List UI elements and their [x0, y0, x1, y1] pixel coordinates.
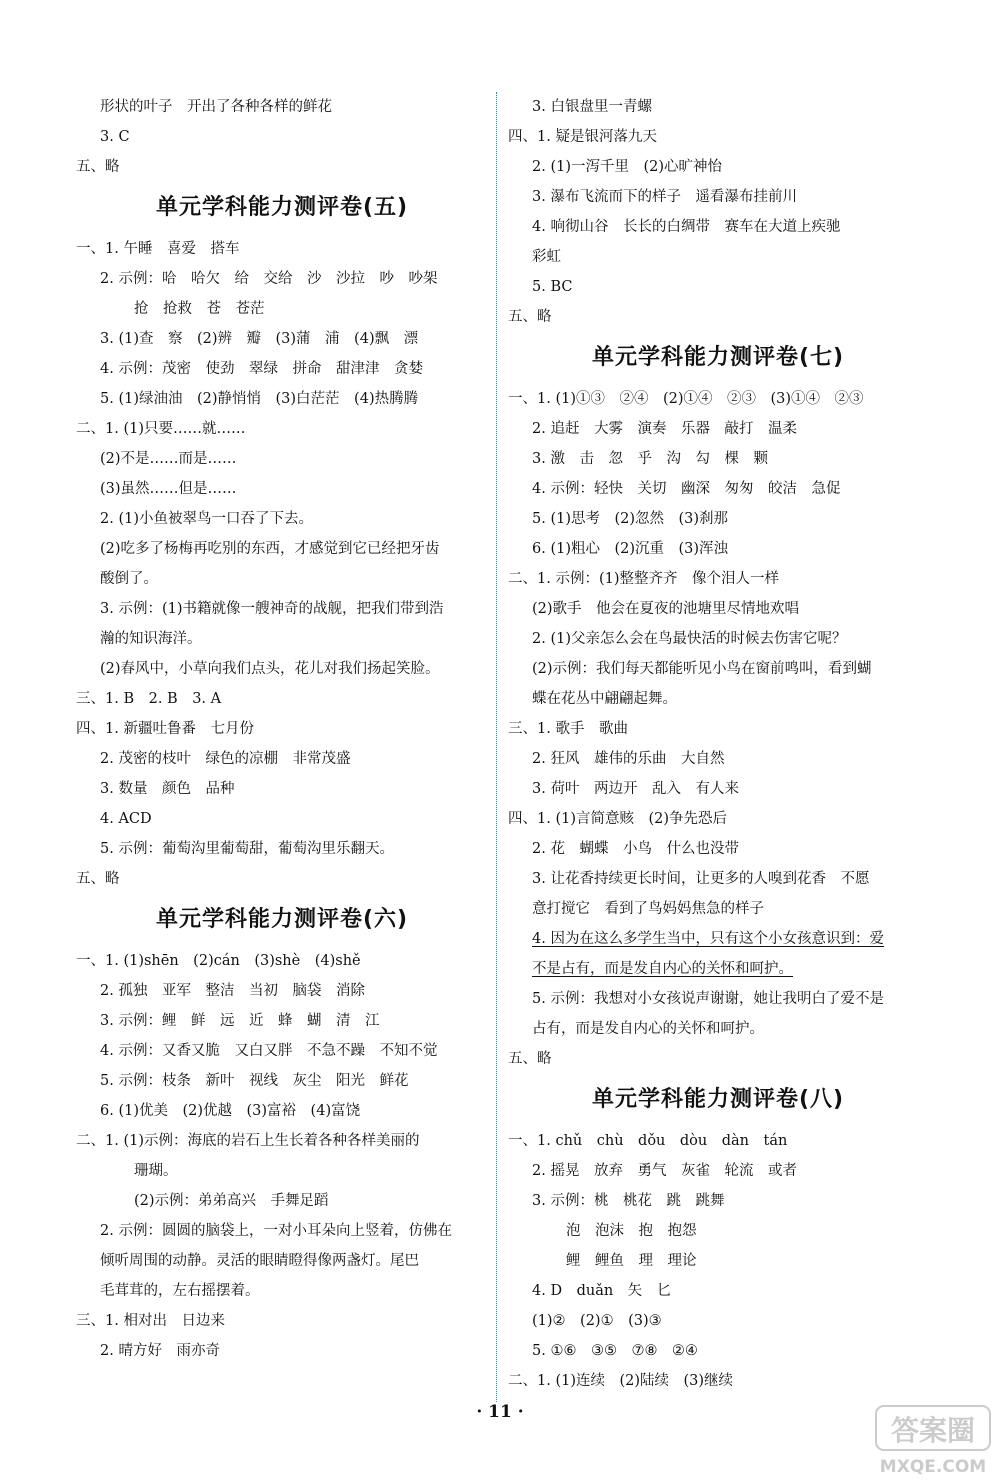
answer-text: 4. 示例：轻快 关切 幽深 匆匆 皎洁 急促	[532, 481, 841, 497]
answer-line	[508, 272, 928, 302]
answer-line	[76, 354, 488, 384]
answer-text: 2. 示例：圆圆的脑袋上，一对小耳朵向上竖着，仿佛在	[100, 1223, 452, 1239]
answer-text: (1)② (2)① (3)③	[532, 1313, 662, 1329]
answer-line	[508, 242, 928, 272]
answer-text: 抢 抢救 苍 苍茫	[134, 301, 265, 317]
answer-text: 2. 追赶 大雾 演奏 乐器 敲打 温柔	[532, 421, 797, 437]
answer-text: (2)示例：弟弟高兴 手舞足蹈	[134, 1193, 329, 1209]
answer-line	[76, 834, 488, 864]
answer-line	[76, 1306, 488, 1336]
answer-text: 3. C	[100, 129, 130, 145]
left-column	[76, 92, 488, 1366]
answer-line	[508, 864, 928, 894]
answer-line	[508, 1336, 928, 1366]
answer-text: 5. 示例：枝条 新叶 视线 灰尘 阳光 鲜花	[100, 1073, 409, 1089]
page-number: · 11 ·	[476, 1402, 524, 1422]
answer-line	[508, 414, 928, 444]
answer-text: 泡 泡沫 抱 抱怨	[566, 1223, 697, 1239]
answer-text: 珊瑚。	[134, 1163, 178, 1179]
answer-text: 三、1. B 2. B 3. A	[76, 691, 222, 707]
answer-text: 3. 荷叶 两边开 乱入 有人来	[532, 781, 739, 797]
answer-text: (2)歌手 他会在夏夜的池塘里尽情地欢唱	[532, 601, 800, 617]
right-column	[508, 92, 928, 1396]
answer-text: 占有，而是发自内心的关怀和呵护。	[532, 1021, 764, 1037]
answer-text: 3. 数量 颜色 品种	[100, 781, 235, 797]
answer-text: 2. 狂风 雄伟的乐曲 大自然	[532, 751, 725, 767]
answer-text: 二、1. (1)示例：海底的岩石上生长着各种各样美丽的	[76, 1133, 420, 1149]
answer-line	[508, 654, 928, 684]
answer-line	[76, 624, 488, 654]
answer-line	[76, 1246, 488, 1276]
answer-text: 2. (1)父亲怎么会在鸟最快活的时候去伤害它呢？	[532, 631, 847, 647]
answer-line	[508, 744, 928, 774]
answer-line	[76, 1006, 488, 1036]
answer-line	[76, 504, 488, 534]
answer-line	[76, 1186, 488, 1216]
answer-line	[76, 474, 488, 504]
answer-line	[76, 1216, 488, 1246]
watermark-title: 答案圈	[890, 1414, 976, 1447]
answer-text: 二、1. (1)连续 (2)陆续 (3)继续	[508, 1373, 734, 1389]
answer-line	[76, 1276, 488, 1306]
answer-line	[508, 302, 928, 332]
answer-line	[76, 234, 488, 264]
answer-line	[508, 122, 928, 152]
answer-line	[76, 384, 488, 414]
answer-text: 瀚的知识海洋。	[100, 631, 202, 647]
answer-line	[76, 1066, 488, 1096]
answer-text: 5. ①⑥ ③⑤ ⑦⑧ ②④	[532, 1343, 698, 1359]
answer-line	[508, 1306, 928, 1336]
answer-line	[76, 946, 488, 976]
answer-text: 2. 孤独 亚军 整洁 当初 脑袋 消除	[100, 983, 365, 999]
answer-text: 二、1. (1)只要……就……	[76, 421, 246, 437]
answer-text: 6. (1)优美 (2)优越 (3)富裕 (4)富饶	[100, 1103, 361, 1119]
answer-text: 三、1. 相对出 日边来	[76, 1313, 225, 1329]
answer-text: 五、略	[508, 1051, 552, 1067]
answer-text: (3)虽然……但是……	[100, 481, 237, 497]
answer-line	[508, 834, 928, 864]
answer-line	[508, 624, 928, 654]
answer-line	[76, 744, 488, 774]
answer-line	[76, 152, 488, 182]
answer-text: 2. 示例：哈 哈欠 给 交给 沙 沙拉 吵 吵架	[100, 271, 438, 287]
answer-text: 四、1. 新疆吐鲁番 七月份	[76, 721, 254, 737]
answer-line	[76, 594, 488, 624]
answer-text: 6. (1)粗心 (2)沉重 (3)浑浊	[532, 541, 729, 557]
answer-text: 一、1. 午睡 喜爱 搭车	[76, 241, 240, 257]
answer-line	[508, 152, 928, 182]
answer-line	[508, 474, 928, 504]
answer-text: 2. 摇晃 放弃 勇气 灰雀 轮流 或者	[532, 1163, 797, 1179]
answer-line	[76, 534, 488, 564]
answer-text: 5. BC	[532, 279, 573, 295]
answer-line	[76, 1036, 488, 1066]
answer-text: 鲤 鲤鱼 理 理论	[566, 1253, 697, 1269]
answer-text: 4. 响彻山谷 长长的白绸带 赛车在大道上疾驰	[532, 219, 841, 235]
answer-text: 五、略	[76, 871, 120, 887]
answer-text: (2)示例：我们每天都能听见小鸟在窗前鸣叫，看到蝴	[532, 661, 872, 677]
answer-text: 3. 示例：桃 桃花 跳 跳舞	[532, 1193, 725, 1209]
answer-line	[76, 1126, 488, 1156]
answer-line	[508, 182, 928, 212]
answer-text: 倾听周围的动静。灵活的眼睛瞪得像两盏灯。尾巴	[100, 1253, 419, 1269]
answer-text: 毛茸茸的，左右摇摆着。	[100, 1283, 260, 1299]
answer-text: 3. (1)查 察 (2)辨 瓣 (3)蒲 浦 (4)飘 漂	[100, 331, 419, 347]
answer-line	[508, 714, 928, 744]
answer-line	[76, 804, 488, 834]
answer-text: 五、略	[76, 159, 120, 175]
answer-line	[508, 384, 928, 414]
answer-line	[76, 122, 488, 152]
answer-text: 5. (1)绿油油 (2)静悄悄 (3)白茫茫 (4)热腾腾	[100, 391, 419, 407]
answer-text: 蝶在花丛中翩翩起舞。	[532, 691, 677, 707]
answer-line	[508, 504, 928, 534]
answer-line	[508, 1126, 928, 1156]
answer-line	[76, 294, 488, 324]
watermark-logo	[874, 1402, 992, 1478]
answer-text: 酸倒了。	[100, 571, 158, 587]
answer-line	[76, 264, 488, 294]
answer-text: 三、1. 歌手 歌曲	[508, 721, 628, 737]
answer-line	[508, 1246, 928, 1276]
answer-line	[76, 444, 488, 474]
answer-text: 4. 示例：又香又脆 又白又胖 不急不躁 不知不觉	[100, 1043, 438, 1059]
answer-line	[76, 1096, 488, 1126]
answer-line	[508, 1216, 928, 1246]
answer-text: 3. 让花香持续更长时间，让更多的人嗅到花香 不愿	[532, 871, 870, 887]
answer-text: 2. 晴方好 雨亦奇	[100, 1343, 220, 1359]
answer-line	[508, 984, 928, 1014]
answer-line	[508, 1276, 928, 1306]
section-title: 单元学科能力测评卷(六)	[155, 907, 409, 932]
answer-text: 不是占有，而是发自内心的关怀和呵护。	[532, 961, 793, 977]
answer-line	[76, 324, 488, 354]
answer-line	[508, 594, 928, 624]
answer-text: 四、1. 疑是银河落九天	[508, 129, 657, 145]
answer-text: 3. 示例：(1)书籍就像一艘神奇的战舰，把我们带到浩	[100, 601, 444, 617]
answer-line	[508, 804, 928, 834]
answer-text: 一、1. (1)shēn (2)cán (3)shè (4)shě	[76, 953, 361, 969]
answer-line	[508, 212, 928, 242]
answer-text: 4. 示例：茂密 使劲 翠绿 拼命 甜津津 贪婪	[100, 361, 423, 377]
answer-text: 2. 花 蝴蝶 小鸟 什么也没带	[532, 841, 739, 857]
answer-line	[508, 924, 928, 954]
answer-line	[508, 1186, 928, 1216]
answer-text: 4. D duǎn 矢 匕	[532, 1283, 672, 1299]
answer-line	[76, 864, 488, 894]
answer-text: 五、略	[508, 309, 552, 325]
answer-line	[76, 414, 488, 444]
answer-text: 5. 示例：葡萄沟里葡萄甜，葡萄沟里乐翻天。	[100, 841, 394, 857]
answer-text: 3. 瀑布飞流而下的样子 遥看瀑布挂前川	[532, 189, 797, 205]
answer-line	[76, 714, 488, 744]
answer-line	[76, 564, 488, 594]
answer-line	[508, 444, 928, 474]
answer-line	[508, 894, 928, 924]
answer-line	[508, 92, 928, 122]
answer-line	[76, 976, 488, 1006]
answer-text: 二、1. 示例：(1)整整齐齐 像个泪人一样	[508, 571, 779, 587]
answer-text: 2. 茂密的枝叶 绿色的凉棚 非常茂盛	[100, 751, 351, 767]
answer-text: 3. 白银盘里一青螺	[532, 99, 652, 115]
answer-text: 3. 示例：鲤 鲜 远 近 蜂 蝴 清 江	[100, 1013, 380, 1029]
answer-text: 4. ACD	[100, 811, 152, 827]
answer-line	[508, 954, 928, 984]
section-title: 单元学科能力测评卷(八)	[591, 1087, 845, 1112]
column-divider	[496, 92, 497, 1402]
answer-text: 一、1. (1)①③ ②④ (2)①④ ②③ (3)①④ ②③	[508, 391, 864, 407]
answer-line	[76, 774, 488, 804]
answer-text: (2)吃多了杨梅再吃别的东西，才感觉到它已经把牙齿	[100, 541, 440, 557]
section-title: 单元学科能力测评卷(五)	[155, 195, 409, 220]
answer-text: (2)春风中，小草向我们点头，花儿对我们扬起笑脸。	[100, 661, 440, 677]
answer-line	[508, 1044, 928, 1074]
answer-line	[508, 1014, 928, 1044]
answer-text: 一、1. chǔ chù dǒu dòu dàn tán	[508, 1133, 788, 1149]
answer-text: (2)不是……而是……	[100, 451, 237, 467]
answer-line	[76, 1336, 488, 1366]
answer-line	[76, 1156, 488, 1186]
answer-text: 四、1. (1)言简意赅 (2)争先恐后	[508, 811, 728, 827]
answer-text: 意打搅它 看到了鸟妈妈焦急的样子	[532, 901, 764, 917]
answer-text: 形状的叶子 开出了各种各样的鲜花	[100, 99, 332, 115]
watermark-url: MXQE.COM	[879, 1457, 987, 1477]
answer-line	[508, 534, 928, 564]
answer-text: 2. (1)小鱼被翠鸟一口吞了下去。	[100, 511, 313, 527]
answer-text: 3. 激 击 忽 乎 沟 勾 棵 颗	[532, 451, 768, 467]
answer-line	[76, 684, 488, 714]
answer-text: 5. 示例：我想对小女孩说声谢谢，她让我明白了爱不是	[532, 991, 884, 1007]
answer-line	[508, 564, 928, 594]
answer-text: 4. 因为在这么多学生当中，只有这个小女孩意识到：爱	[532, 931, 884, 947]
answer-line	[76, 654, 488, 684]
answer-line	[508, 774, 928, 804]
answer-line	[508, 1366, 928, 1396]
answer-text: 2. (1)一泻千里 (2)心旷神怡	[532, 159, 723, 175]
answer-line	[508, 1156, 928, 1186]
answer-line	[76, 92, 488, 122]
answer-text: 彩虹	[532, 249, 561, 265]
answer-text: 5. (1)思考 (2)忽然 (3)刹那	[532, 511, 729, 527]
section-title: 单元学科能力测评卷(七)	[591, 345, 845, 370]
answer-line	[508, 684, 928, 714]
